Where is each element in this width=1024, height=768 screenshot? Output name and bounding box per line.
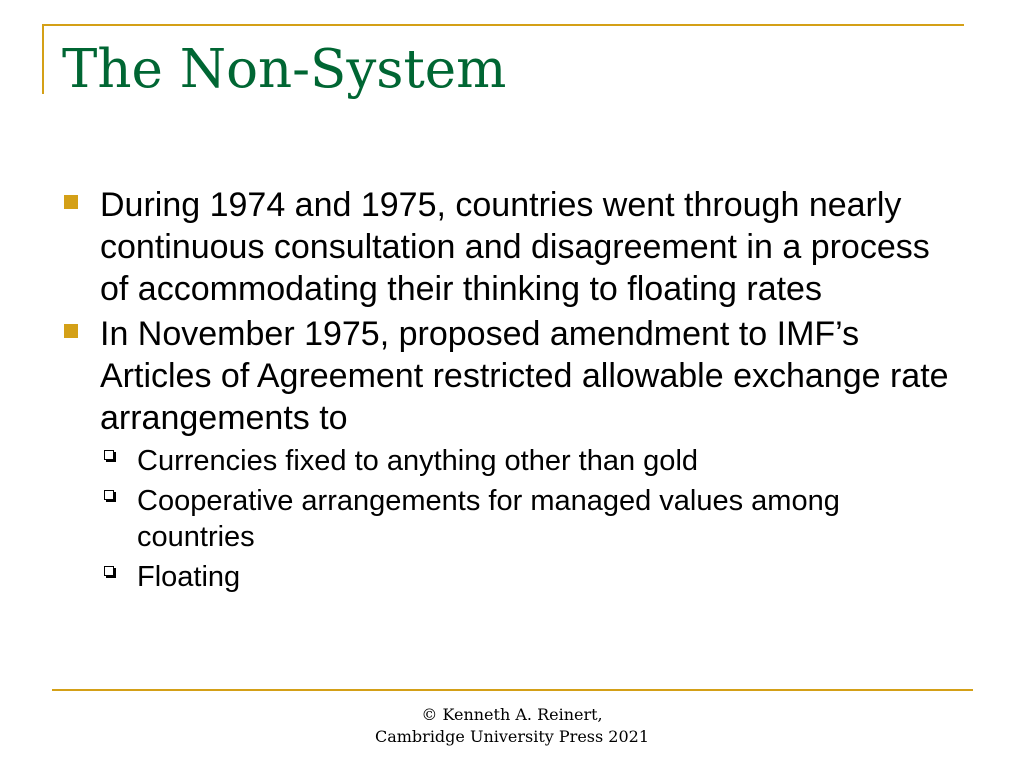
- bullet-item: [60, 313, 960, 439]
- bullet-text: In November 1975, proposed amendment to IMF’s Articles of Agreement restricted allowable exchange rate arrangements to: [100, 315, 949, 437]
- hollow-square-bullet-icon: [104, 450, 114, 460]
- top-divider: [43, 24, 964, 26]
- bottom-divider: [52, 689, 973, 691]
- footer-copyright: [0, 704, 1024, 748]
- sub-bullet-item: [100, 443, 960, 479]
- sub-bullet-text: Cooperative arrangements for managed values among countries: [137, 485, 840, 553]
- bullet-text: During 1974 and 1975, countries went through nearly continuous consultation and disagreement in a process of accommodating their thinking to floating rates: [100, 186, 930, 308]
- bullet-item: [60, 184, 960, 310]
- sub-bullet-text: Floating: [137, 561, 241, 593]
- footer-line-publisher: Cambridge University Press 2021: [374, 727, 650, 746]
- filled-square-bullet-icon: [64, 324, 78, 338]
- hollow-square-bullet-icon: [104, 566, 114, 576]
- left-divider: [42, 24, 44, 94]
- sub-bullet-text: Currencies fixed to anything other than gold: [137, 445, 699, 477]
- slide-title: The Non-System: [62, 39, 507, 100]
- hollow-square-bullet-icon: [104, 490, 114, 500]
- sub-bullet-item: [100, 559, 960, 595]
- footer-line-author: © Kenneth A. Reinert,: [421, 705, 603, 724]
- bullet-list: [60, 184, 960, 595]
- sub-bullet-item: [100, 483, 960, 555]
- filled-square-bullet-icon: [64, 195, 78, 209]
